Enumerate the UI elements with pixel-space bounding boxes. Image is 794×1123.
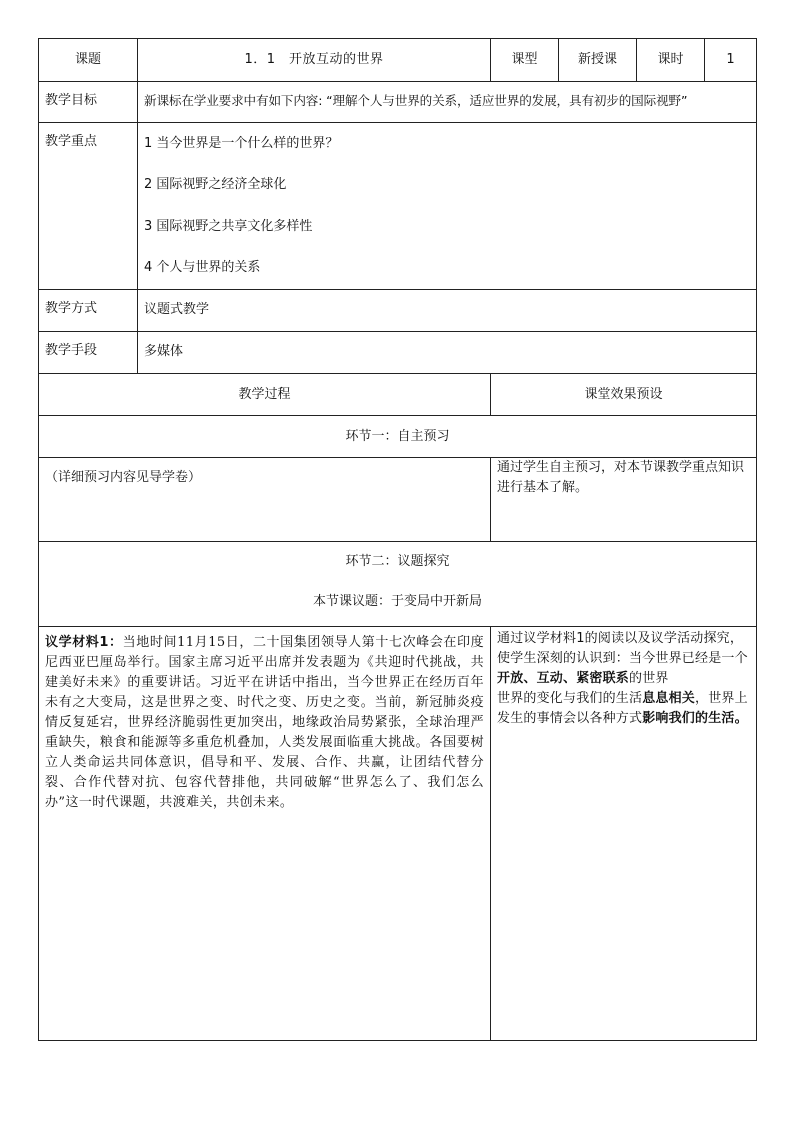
step1-title-row (39, 416, 757, 458)
objective-row (39, 82, 757, 123)
step2-content-row (39, 627, 757, 1041)
method-row (39, 290, 757, 332)
effect-bold-open-interactive: 开放、互动、紧密联系 (497, 671, 630, 686)
means-value: 多媒体 (138, 332, 757, 374)
objective-text: 新课标在学业要求中有如下内容: “理解个人与世界的关系，适应世界的发展，具有初步的国际视野” (138, 82, 757, 123)
means-label: 教学手段 (39, 332, 138, 374)
effect-bold-affect-life: 影响我们的生活 (642, 711, 735, 726)
key-point-item: 3 国际视野之共享文化多样性 (144, 218, 313, 234)
process-header-row (39, 374, 757, 416)
key-point-item: 2 国际视野之经济全球化 (144, 177, 287, 193)
step1-title: 环节一：自主预习 (39, 416, 757, 458)
key-point-item: 4 个人与世界的关系 (144, 260, 261, 276)
hours-value: 1 (705, 39, 757, 82)
effect-cell (491, 627, 757, 1041)
method-label: 教学方式 (39, 290, 138, 332)
objective-label: 教学目标 (39, 82, 138, 123)
lesson-plan-table (38, 38, 757, 1041)
header-row (39, 39, 757, 82)
step2-topic: 本节课议题：于变局中开新局 (312, 594, 482, 609)
topic-label: 课题 (39, 39, 138, 82)
effect-mid1: 的世界 (629, 671, 669, 686)
effect-bold-closely-related: 息息相关 (642, 691, 696, 706)
hours-label: 课时 (637, 39, 705, 82)
step2-title-row (39, 542, 757, 627)
material-cell (39, 627, 491, 1041)
step2-title-block (39, 542, 757, 627)
key-points-row (39, 123, 757, 290)
effect-mid3: ，世界上发生的事情会以各种方式 (497, 691, 748, 726)
key-points-list (138, 123, 757, 290)
step2-title: 环节二：议题探究 (345, 554, 450, 569)
type-label: 课型 (491, 39, 559, 82)
key-points-label: 教学重点 (39, 123, 138, 290)
material-label: 议学材料1： (45, 635, 123, 650)
step1-right: 通过学生自主预习，对本节课教学重点知识进行基本了解。 (491, 458, 757, 542)
means-row (39, 332, 757, 374)
step1-left: （详细预习内容见导学卷） (39, 458, 491, 542)
material-text: 当地时间11月15日，二十国集团领导人第十七次峰会在印度尼西亚巴厘岛举行。国家主席习近平出席并发表题为《共迎时代挑战，共建美好未来》的重要讲话。习近平在讲话中指出，当今世界正在经历百年未有之大变局，这是世界之变、时代之变、历史之变。当前，新冠肺炎疫情反复延宕，世界经济脆弱性更加突出，地缘政治局势紧张，全球治理严重缺失，粮食和能源等多重危机叠加，人类发展面临重大挑战。各国要树立人类命运共同体意识，倡导和平、发展、合作、共赢，让团结代替分裂、合作代替对抗、包容代替排他，共同破解“世界怎么了、我们怎么办”这一时代课题，共渡难关，共创未来。 (45, 635, 484, 810)
process-header-left: 教学过程 (39, 374, 491, 416)
effect-mid2: 世界的变化与我们的生活 (497, 691, 643, 706)
effect-intro: 通过议学材料1的阅读以及议学活动探究，使学生深刻的认识到：当今世界已经是一个 (497, 631, 748, 666)
step1-content-row (39, 458, 757, 542)
type-value: 新授课 (559, 39, 637, 82)
process-header-right: 课堂效果预设 (491, 374, 757, 416)
key-point-item: 1 当今世界是一个什么样的世界？ (144, 135, 339, 151)
method-value: 议题式教学 (138, 290, 757, 332)
topic-title: 1．1 开放互动的世界 (138, 39, 491, 82)
effect-end: 。 (734, 711, 748, 726)
